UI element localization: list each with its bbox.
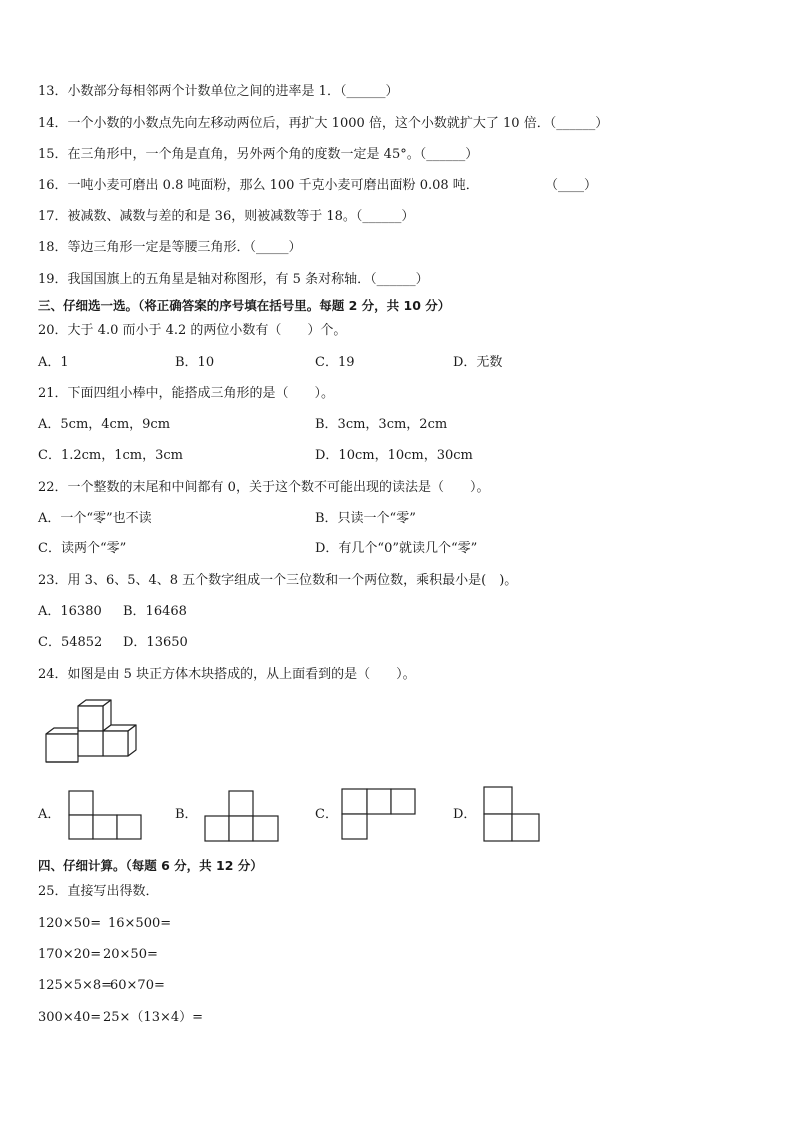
q23-option-a: A．16380: [38, 604, 102, 619]
q22-option-c: C．读两个“零”: [38, 541, 127, 556]
q20-option-c: C．19: [315, 355, 355, 370]
q24-option-d-shape: [483, 786, 541, 842]
q22-option-d: D．有几个“0”就读几个“零”: [315, 541, 478, 556]
question-14: 14．一个小数的小数点先向左移动两位后，再扩大 1000 倍，这个小数就扩大了 10 倍．（______）: [38, 116, 609, 131]
question-22: 22．一个整数的末尾和中间都有 0，关于这个数不可能出现的读法是（ ）。: [38, 480, 490, 495]
question-18: 18．等边三角形一定是等腰三角形．（_____）: [38, 240, 302, 255]
question-15: 15．在三角形中，一个角是直角，另外两个角的度数一定是 45°。（______）: [38, 147, 479, 162]
cube-stack-figure: [40, 698, 145, 770]
q20-option-a: A．1: [38, 355, 69, 370]
question-21: 21．下面四组小棒中，能搭成三角形的是（ ）。: [38, 386, 335, 401]
question-16: 16．一吨小麦可磨出 0.8 吨面粉，那么 100 千克小麦可磨出面粉 0.08 吨．: [38, 178, 479, 193]
question-13: 13．小数部分每相邻两个计数单位之间的进率是 1．（______）: [38, 84, 399, 99]
question-20: 20．大于 4.0 而小于 4.2 的两位小数有（ ）个。: [38, 323, 347, 338]
calc-item: 125×5×8=: [38, 978, 113, 993]
q21-option-a: A．5cm，4cm，9cm: [38, 417, 171, 432]
question-17: 17．被减数、减数与差的和是 36，则被减数等于 18。（______）: [38, 209, 415, 224]
q24-option-b: B．: [175, 807, 198, 822]
calc-item: 60×70=: [110, 978, 165, 993]
q24-option-c: C．: [315, 807, 338, 822]
calc-item: 120×50=: [38, 916, 102, 931]
q24-option-a: A．: [38, 807, 61, 822]
question-19: 19．我国国旗上的五角星是轴对称图形，有 5 条对称轴．（______）: [38, 272, 429, 287]
q23-option-c: C．54852: [38, 635, 103, 650]
q20-option-b: B．10: [175, 355, 215, 370]
q21-option-b: B．3cm，3cm，2cm: [315, 417, 448, 432]
question-23: 23．用 3、6、5、4、8 五个数字组成一个三位数和一个两位数，乘积最小是( )。: [38, 573, 518, 588]
question-25: 25．直接写出得数．: [38, 884, 159, 899]
q20-option-d: D．无数: [453, 355, 503, 370]
q23-option-b: B．16468: [123, 604, 187, 619]
q22-option-a: A．一个“零”也不读: [38, 511, 152, 526]
q24-option-a-shape: [68, 790, 142, 840]
q24-option-c-shape: [341, 788, 417, 840]
calc-item: 300×40=: [38, 1010, 102, 1025]
calc-item: 25×（13×4）=: [103, 1010, 204, 1025]
calc-item: 170×20=: [38, 947, 102, 962]
q21-option-c: C．1.2cm，1cm，3cm: [38, 448, 183, 463]
q22-option-b: B．只读一个“零”: [315, 511, 416, 526]
calc-item: 20×50=: [103, 947, 158, 962]
q24-option-b-shape: [203, 790, 279, 842]
question-16-answer-blank: （____）: [545, 178, 598, 193]
section-4-heading: 四、仔细计算。（每题 6 分，共 12 分）: [38, 858, 263, 873]
q24-option-d: D．: [453, 807, 477, 822]
q23-option-d: D．13650: [123, 635, 188, 650]
calc-item: 16×500=: [108, 916, 172, 931]
question-24: 24．如图是由 5 块正方体木块搭成的，从上面看到的是（ ）。: [38, 667, 416, 682]
section-3-heading: 三、仔细选一选。（将正确答案的序号填在括号里。每题 2 分，共 10 分）: [38, 298, 451, 313]
q21-option-d: D．10cm，10cm，30cm: [315, 448, 473, 463]
